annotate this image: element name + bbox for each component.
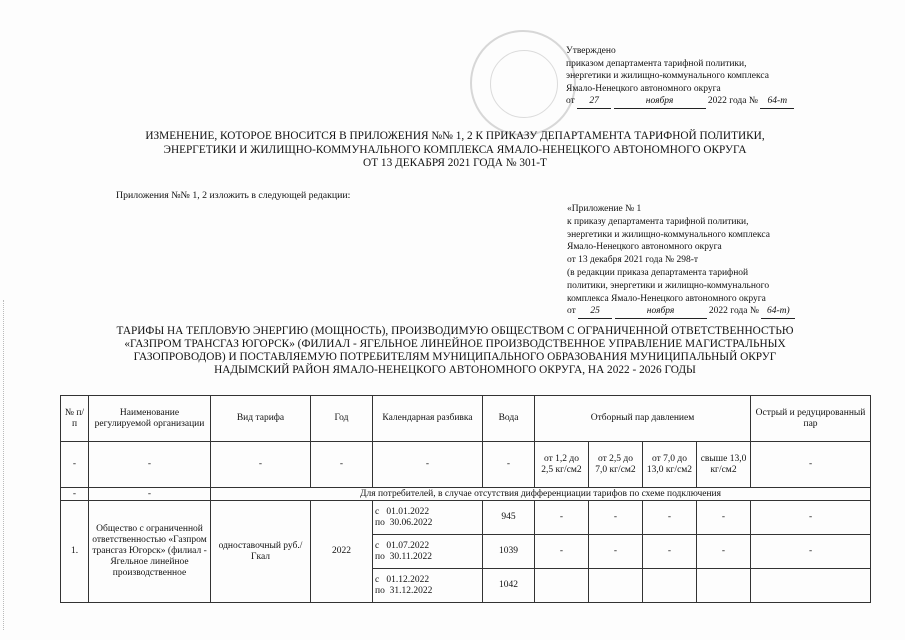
dash-cell: - [89,442,211,488]
annex-line: (в редакции приказа департамента тарифной [567,267,749,278]
annex-date: от 25 ноября 2022 года № 64-т) [567,305,887,319]
intro-text: Приложения №№ 1, 2 изложить в следующей редакции: [116,190,351,201]
annex-line: к приказу департамента тарифной политики, [567,216,749,227]
approval-line: Ямало-Ненецкого автономного округа [566,83,721,94]
approval-date: от 27 ноября 2022 года № 64-т [566,95,896,109]
header-water: Вода [483,396,535,442]
row-num: 1. [61,501,89,603]
dash-cell: - [483,442,535,488]
water-value: 1042 [483,569,535,603]
dash-cell: - [61,488,89,501]
section-row [61,488,871,501]
dash-cell: - [643,501,697,535]
row-tariff-type: одноставочный руб./Гкал [211,501,311,603]
dash-cell: - [311,442,373,488]
water-value: 945 [483,501,535,535]
annex-number: 64-т) [761,305,795,319]
annex-day: 25 [578,305,612,319]
annex-line: комплекса Ямало-Ненецкого автономного округа [567,293,766,304]
approval-line: приказом департамента тарифной политики, [566,58,747,69]
header-sharp-steam: Острый и редуцированный пар [751,396,871,442]
table-row [61,501,871,535]
header-row [61,396,871,442]
header-year: Год [311,396,373,442]
pressure-row [61,442,871,488]
tariff-table [60,395,871,603]
section-label: Для потребителей, в случае отсутствия дифференциации тарифов по схеме подключения [211,488,871,501]
approval-line: Утверждено [566,46,616,56]
dash-cell: - [751,535,871,569]
annex-line: «Приложение № 1 [567,204,642,214]
dash-cell: - [589,501,643,535]
header-org: Наименование регулируемой организации [89,396,211,442]
header-num: № п/п [61,396,89,442]
dash-cell: - [751,442,871,488]
approval-month: ноября [614,95,706,109]
row-org: Общество с ограниченной ответственностью «Газпром трансгаз Югорск» (филиал - Ягельное линейное производственное [89,501,211,603]
official-seal [470,30,576,136]
binding-edge [3,300,5,630]
row-year: 2022 [311,501,373,603]
document-title: ИЗМЕНЕНИЕ, КОТОРОЕ ВНОСИТСЯ В ПРИЛОЖЕНИЯ №№ 1, 2 К ПРИКАЗУ ДЕПАРТАМЕНТА ТАРИФНОЙ ПОЛИТИКИ, ЭНЕРГЕТИКИ И ЖИЛИЩНО-КОММУНАЛЬНОГО КОМПЛЕКСА ЯМАЛО-НЕНЕЦКОГО АВТОНОМНОГО ОКРУГА ОТ 13 ДЕКАБРЯ 2021 ГОДА № 301-Т [145,130,765,169]
dash-cell: - [211,442,311,488]
period-cell: с 01.01.2022 по 30.06.2022 [373,501,483,535]
pressure-range: от 1,2 до 2,5 кг/см2 [535,442,589,488]
annex-block [567,203,887,319]
annex-line: от 13 декабря 2021 года № 298-т [567,255,699,266]
dash-cell: - [643,535,697,569]
header-steam: Отборный пар давлением [535,396,751,442]
period-cell: с 01.07.2022 по 30.11.2022 [373,535,483,569]
dash-cell: - [89,488,211,501]
tariff-title: ТАРИФЫ НА ТЕПЛОВУЮ ЭНЕРГИЮ (МОЩНОСТЬ), ПРОИЗВОДИМУЮ ОБЩЕСТВОМ С ОГРАНИЧЕННОЙ ОТВЕТСТВЕННОСТЬЮ «ГАЗПРОМ ТРАНСГАЗ ЮГОРСК» (ФИЛИАЛ - ЯГЕЛЬНОЕ ЛИНЕЙНОЕ ПРОИЗВОДСТВЕННОЕ УПРАВЛЕНИЕ МАГИСТРАЛЬНЫХ ГАЗОПРОВОДОВ) И ПОСТАВЛЯЕМУЮ ПОТРЕБИТЕЛЯМ МУНИЦИПАЛЬНОГО ОБРАЗОВАНИЯ МУНИЦИПАЛЬНЫЙ ОКРУГ НАДЫМСКИЙ РАЙОН ЯМАЛО-НЕНЕЦКОГО АВТОНОМНОГО ОКРУГА, НА 2022 - 2026 ГОДЫ [116,325,794,376]
dash-cell: - [535,501,589,535]
header-tariff-type: Вид тарифа [211,396,311,442]
dash-cell: - [373,442,483,488]
annex-line: политики, энергетики и жилищно-коммунального [567,280,770,291]
annex-month: ноября [615,305,707,319]
dash-cell: - [61,442,89,488]
approval-line: энергетики и жилищно-коммунального комплекса [566,71,769,81]
water-value: 1039 [483,535,535,569]
period-cell: с 01.12.2022 по 31.12.2022 [373,569,483,603]
approval-block [566,45,896,109]
dash-cell: - [535,535,589,569]
dash-cell: - [697,501,751,535]
pressure-range: свыше 13,0 кг/см2 [697,442,751,488]
pressure-range: от 2,5 до 7,0 кг/см2 [589,442,643,488]
annex-line: энергетики и жилищно-коммунального комплекса [567,229,770,240]
dash-cell: - [589,535,643,569]
annex-line: Ямало-Ненецкого автономного округа [567,242,722,253]
dash-cell: - [751,501,871,535]
pressure-range: от 7,0 до 13,0 кг/см2 [643,442,697,488]
dash-cell: - [697,535,751,569]
header-calendar: Календарная разбивка [373,396,483,442]
approval-number: 64-т [760,95,794,109]
approval-day: 27 [577,95,611,109]
